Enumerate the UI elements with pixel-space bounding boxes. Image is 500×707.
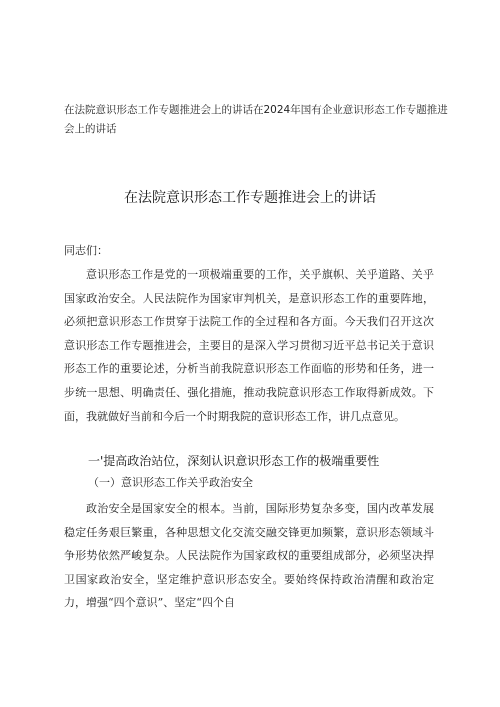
section-heading-1: 一'提高政治站位，深刻认识意识形态工作的极端重要性: [88, 454, 380, 468]
speech-title: 在法院意识形态工作专题推进会上的讲话: [124, 190, 376, 206]
salutation: 同志们：: [64, 244, 108, 257]
body-paragraph-2: 政治安全是国家安全的根本。当前，国际形势复杂多变，国内改革发展稳定任务艰巨繁重，各种思想文化交流交融交锋更加频繁，意识形态领域斗争形势依然严峻复杂。人民法院作为国家政权的重要组成部分，必须坚决捍卫国家政治安全，坚定维护意识形态安全。要始终保持政治清醒和政治定力，增强“四个意识”、坚定“四个自: [64, 502, 434, 610]
intro-paragraph: 意识形态工作是党的一项极端重要的工作，关乎旗帜、关乎道路、关乎国家政治安全。人民法院作为国家审判机关，是意识形态工作的重要阵地，必须把意识形态工作贯穿于法院工作的全过程和各方面。今天我们召开这次意识形态工作专题推进会，主要目的是深入学习贯彻习近平总书记关于意识形态工作的重要论述，分析当前我院意识形态工作面临的形势和任务，进一步统一思想、明确责任、强化措施，推动我院意识形态工作取得新成效。下面，我就做好当前和今后一个时期我院的意识形态工作，讲几点意见。: [64, 268, 434, 423]
subsection-heading-1: （一）意识形态工作关乎政治安全: [88, 476, 253, 489]
document-header: 在法院意识形态工作专题推进会上的讲话在2024年国有企业意识形态工作专题推进会上的讲话: [64, 104, 448, 135]
